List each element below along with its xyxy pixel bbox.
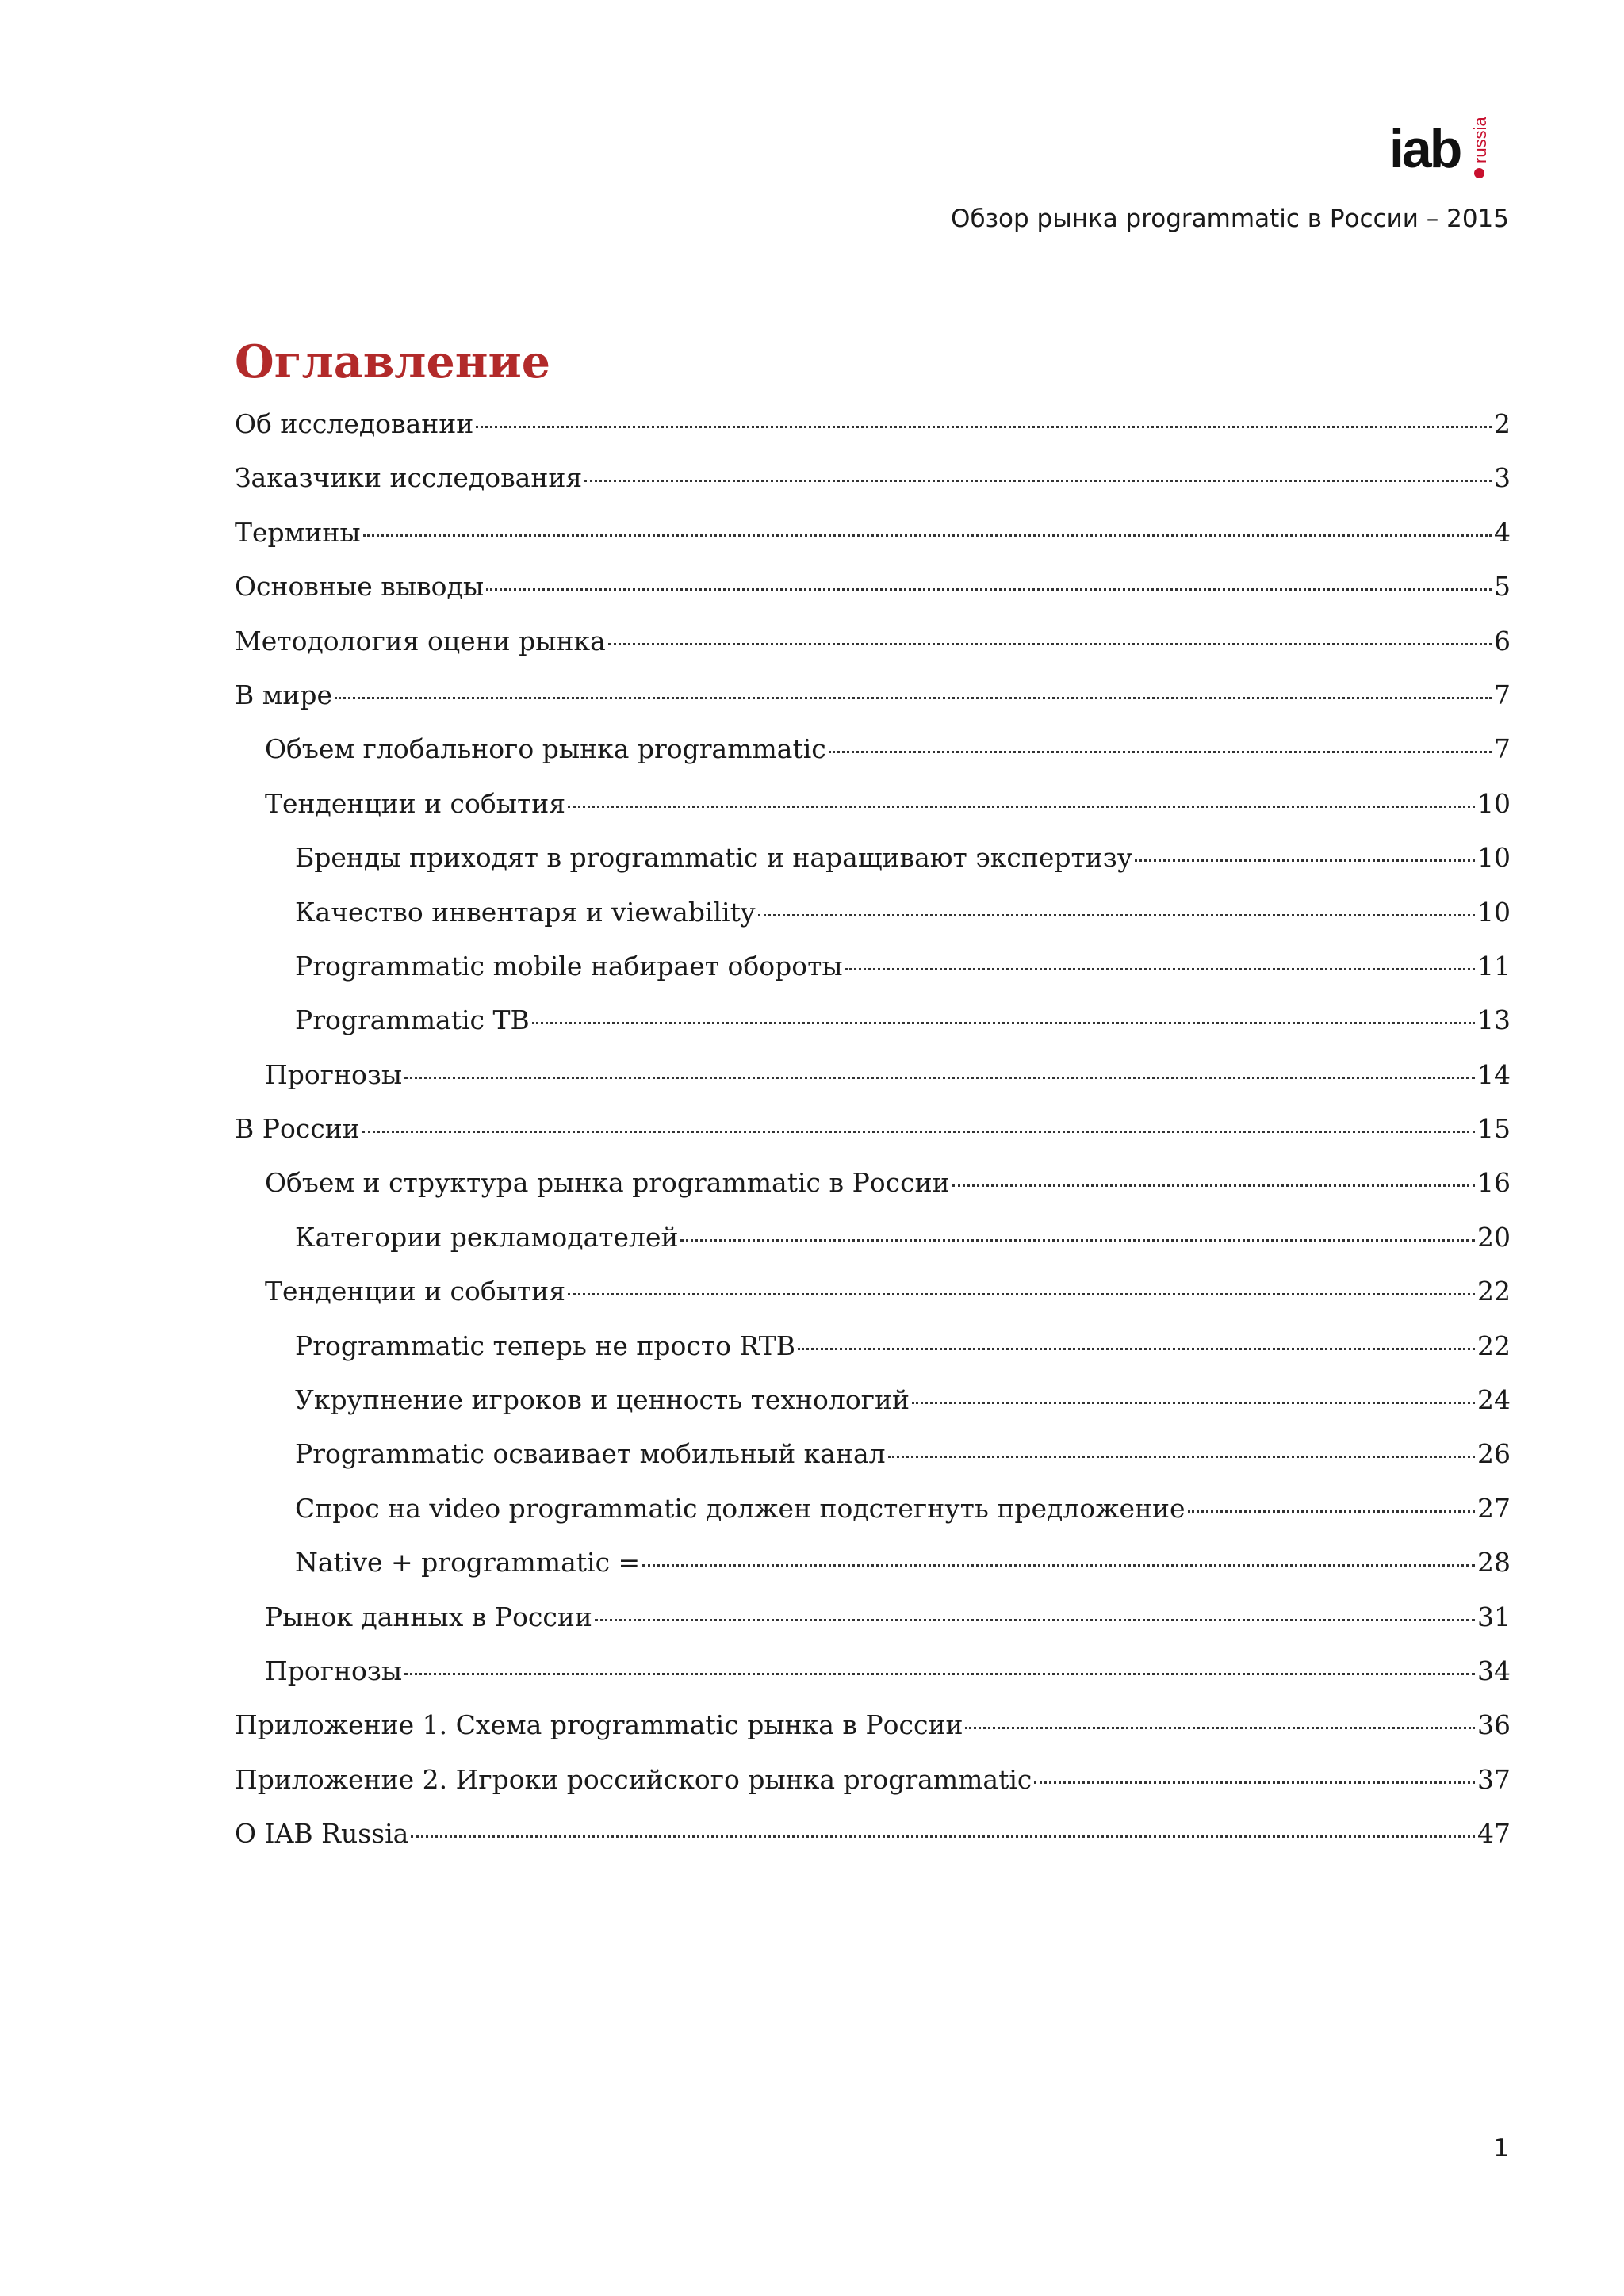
toc-entry-label: Заказчики исследования: [235, 462, 583, 494]
logo-dot: [1474, 168, 1484, 178]
toc-entry-page: 4: [1494, 516, 1511, 548]
toc-entry-label: Приложение 1. Схема programmatic рынка в России: [235, 1709, 963, 1741]
toc-dot-leader: [965, 1727, 1475, 1729]
toc-dot-leader: [758, 914, 1475, 916]
toc-entry-page: 3: [1494, 462, 1511, 494]
toc-dot-leader: [845, 968, 1475, 970]
toc-entry-label: Programmatic осваивает мобильный канал: [295, 1438, 886, 1470]
logo-text: iab: [1389, 119, 1461, 179]
toc-entry-label: Прогнозы: [265, 1655, 403, 1686]
toc-title: Оглавление: [235, 335, 551, 388]
toc-entry-page: 10: [1477, 842, 1511, 874]
toc-entry-label: Основные выводы: [235, 571, 485, 603]
toc-entry-page: 22: [1477, 1276, 1511, 1307]
toc-dot-leader: [829, 751, 1492, 753]
toc-entry-page: 5: [1494, 571, 1511, 603]
toc-entry-label: Прогнозы: [265, 1058, 403, 1090]
toc-dot-leader: [1188, 1510, 1475, 1513]
toc-entry[interactable]: [235, 1328, 1511, 1382]
toc-entry[interactable]: [235, 1002, 1511, 1056]
toc-entry[interactable]: [235, 460, 1511, 514]
toc-entry-page: 6: [1494, 625, 1511, 656]
toc-entry[interactable]: [235, 1111, 1511, 1165]
toc-entry-page: 7: [1494, 733, 1511, 765]
toc-entry-page: 15: [1477, 1113, 1511, 1145]
toc-entry-label: Об исследовании: [235, 408, 474, 439]
toc-dot-leader: [952, 1184, 1475, 1187]
toc-entry-label: Programmatic теперь не просто RTB: [295, 1330, 795, 1361]
toc-entry-label: Термины: [235, 516, 361, 548]
toc-entry-label: Спрос на video programmatic должен подстегнуть предложение: [295, 1492, 1185, 1524]
toc-entry-page: 11: [1477, 950, 1511, 982]
toc-entry-label: Категории рекламодателей: [295, 1221, 679, 1253]
toc-entry-page: 20: [1477, 1221, 1511, 1253]
toc-entry[interactable]: [235, 568, 1511, 622]
toc-dot-leader: [568, 806, 1475, 808]
toc-entry-label: Приложение 2. Игроки российского рынка programmatic: [235, 1763, 1032, 1795]
toc-entry-page: 31: [1477, 1601, 1511, 1632]
toc-dot-leader: [363, 534, 1492, 537]
toc-entry-label: Методология оцени рынка: [235, 625, 606, 656]
toc-entry[interactable]: [235, 623, 1511, 677]
toc-entry[interactable]: [235, 786, 1511, 840]
toc-entry-page: 16: [1477, 1167, 1511, 1199]
toc-entry[interactable]: [235, 1762, 1511, 1816]
toc-entry-page: 14: [1477, 1058, 1511, 1090]
toc-entry[interactable]: [235, 1273, 1511, 1327]
toc-dot-leader: [404, 1077, 1475, 1079]
toc-entry-label: Укрупнение игроков и ценность технологий: [295, 1384, 910, 1416]
toc-entry-page: 2: [1494, 408, 1511, 439]
toc-entry-label: Тенденции и события: [265, 1276, 566, 1307]
toc-entry[interactable]: [235, 840, 1511, 894]
toc-entry[interactable]: [235, 1544, 1511, 1598]
toc-entry[interactable]: [235, 948, 1511, 1002]
toc-entry[interactable]: [235, 1599, 1511, 1653]
toc-entry-page: 27: [1477, 1492, 1511, 1524]
toc-dot-leader: [888, 1456, 1475, 1458]
toc-entry-page: 22: [1477, 1330, 1511, 1361]
toc-entry[interactable]: [235, 1382, 1511, 1436]
toc-dot-leader: [411, 1835, 1475, 1838]
toc-entry[interactable]: [235, 894, 1511, 948]
toc-entry-label: Programmatic mobile набирает обороты: [295, 950, 843, 982]
toc-entry-page: 7: [1494, 679, 1511, 710]
toc-dot-leader: [680, 1239, 1475, 1242]
toc-entry-page: 28: [1477, 1547, 1511, 1578]
toc-dot-leader: [1034, 1781, 1475, 1784]
toc-dot-leader: [476, 426, 1492, 428]
toc-entry-label: Рынок данных в России: [265, 1601, 592, 1632]
toc-entry-page: 37: [1477, 1763, 1511, 1795]
toc-entry[interactable]: [235, 1436, 1511, 1490]
toc-entry-page: 10: [1477, 787, 1511, 819]
toc-entry-label: O IAB Russia: [235, 1818, 409, 1850]
toc-dot-leader: [642, 1564, 1475, 1567]
toc-dot-leader: [1135, 859, 1475, 862]
toc-entry[interactable]: [235, 677, 1511, 731]
logo-subtext: russia: [1470, 117, 1490, 163]
toc-entry-label: Programmatic ТВ: [295, 1004, 530, 1036]
toc-dot-leader: [798, 1348, 1475, 1350]
toc-entry[interactable]: [235, 1707, 1511, 1761]
toc-entry-page: 34: [1477, 1655, 1511, 1686]
toc-dot-leader: [486, 588, 1492, 591]
toc-entry-page: 36: [1477, 1709, 1511, 1741]
toc-entry-page: 24: [1477, 1384, 1511, 1416]
toc-entry[interactable]: [235, 1219, 1511, 1273]
iab-russia-logo: [1389, 111, 1492, 190]
toc-entry-page: 26: [1477, 1438, 1511, 1470]
toc-entry-label: Native + programmatic =: [295, 1547, 641, 1578]
table-of-contents: [235, 406, 1511, 1870]
toc-dot-leader: [335, 697, 1492, 699]
toc-entry-label: Объем и структура рынка programmatic в России: [265, 1167, 950, 1199]
toc-entry-label: В мире: [235, 679, 333, 710]
toc-entry-label: В России: [235, 1113, 360, 1145]
toc-dot-leader: [362, 1131, 1475, 1133]
toc-dot-leader: [404, 1673, 1475, 1675]
toc-entry-page: 13: [1477, 1004, 1511, 1036]
toc-entry[interactable]: [235, 731, 1511, 785]
toc-dot-leader: [584, 480, 1492, 482]
page-number: 1: [1493, 2134, 1509, 2163]
toc-entry-label: Бренды приходят в programmatic и наращивают экспертизу: [295, 842, 1133, 874]
toc-dot-leader: [532, 1022, 1475, 1024]
toc-entry-label: Качество инвентаря и viewability: [295, 896, 756, 928]
toc-entry[interactable]: [235, 1490, 1511, 1544]
toc-entry-page: 47: [1477, 1818, 1511, 1850]
toc-entry[interactable]: [235, 515, 1511, 568]
toc-dot-leader: [568, 1293, 1475, 1295]
toc-entry[interactable]: [235, 1165, 1511, 1219]
toc-dot-leader: [595, 1619, 1475, 1621]
toc-entry-label: Тенденции и события: [265, 787, 566, 819]
toc-entry[interactable]: [235, 1653, 1511, 1707]
toc-dot-leader: [912, 1402, 1475, 1404]
toc-entry[interactable]: [235, 1057, 1511, 1111]
document-subtitle: Обзор рынка programmatic в России – 2015: [951, 205, 1509, 233]
toc-entry[interactable]: [235, 406, 1511, 460]
toc-entry-page: 10: [1477, 896, 1511, 928]
toc-entry[interactable]: [235, 1816, 1511, 1869]
toc-entry-label: Объем глобального рынка programmatic: [265, 733, 826, 765]
toc-dot-leader: [608, 643, 1492, 645]
